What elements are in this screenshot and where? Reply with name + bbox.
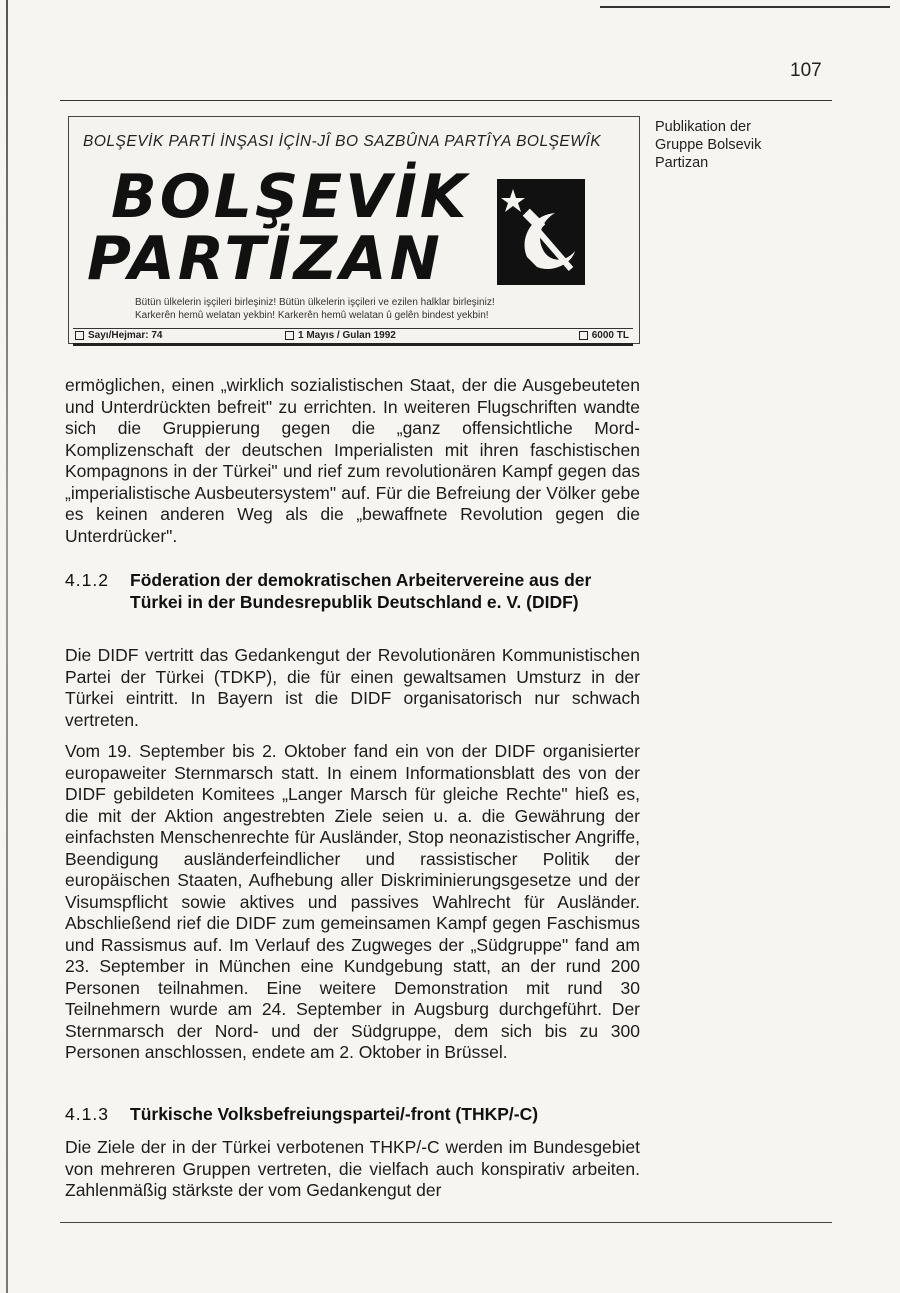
- checkbox-square-icon: [75, 331, 84, 340]
- masthead-title-line2: PARTİZAN: [87, 224, 443, 294]
- section-number: 4.1.3: [65, 1104, 109, 1124]
- masthead-price-text: 6000 TL: [591, 330, 629, 341]
- section-title: Föderation der demokratischen Arbeitervereine aus der Türkei in der Bundesrepublik Deutschland e. V. (DIDF): [130, 570, 592, 612]
- page-number: 107: [790, 60, 822, 81]
- header-rule: [60, 100, 832, 101]
- body-paragraph: Vom 19. September bis 2. Oktober fand ein von der DIDF organisierter europaweiter Sternmarsch statt. In einem Informationsblatt des von der DIDF gebildeten Komitees „Langer Marsch für gleiche Rechte" hieß es, die mit der Aktion angestrebten Ziele seien u. a. die Gewährung der einfachsten Menschenrechte für Ausländer, Stop neonazistischer Angriffe, Beendigung ausländerfeindlicher und rassistischer Politik der europäischen Staaten, Aufhebung aller Diskriminierungsgesetze und der Visumspflicht sowie aktives und passives Wahlrecht für Ausländer. Abschließend rief die DIDF zum gemeinsamen Kampf gegen Faschismus und Rassismus auf. Im Verlauf des Zugweges der „Südgruppe" fand am 23. September in München eine Kundgebung statt, an der rund 200 Personen teilnahmen. Eine weitere Demonstration mit rund 30 Teilnehmern wurde am 24. September in Augsburg durchgeführt. Der Sternmarsch der Nord- und der Südgruppe, dem sich bis zu 300 Personen anschlossen, endete am 2. Oktober in Brüssel.: [65, 741, 640, 1062]
- body-paragraph: Die Ziele der in der Türkei verbotenen THKP/-C werden im Bundesgebiet von mehreren Gruppen vertreten, die vielfach auch konspirativ arbeiten. Zahlenmäßig stärkste der vom Gedankengut der: [65, 1137, 640, 1200]
- masthead-issue: [75, 330, 163, 341]
- section-number: 4.1.2: [65, 570, 109, 590]
- masthead-title-line1: BOLŞEVİK: [111, 162, 470, 232]
- side-note-line: Gruppe Bolsevik: [655, 137, 762, 153]
- section-heading: [65, 1104, 640, 1126]
- scan-artifact-line: [600, 6, 890, 8]
- hammer-sickle-star-emblem-icon: [497, 179, 585, 285]
- masthead-slogan-line: Karkerên hemû welatan yekbin! Karkerên hemû welatan û gelên bindest yekbin!: [135, 310, 489, 321]
- side-note: [655, 118, 825, 172]
- masthead-bottom-rule: [73, 343, 633, 346]
- page-binding-edge: [6, 0, 8, 1293]
- masthead-price: [579, 330, 629, 341]
- masthead-footer: [73, 329, 633, 343]
- footer-rule: [60, 1222, 832, 1223]
- masthead-issue-text: Sayı/Hejmar: 74: [88, 330, 163, 341]
- side-note-line: Partizan: [655, 155, 709, 171]
- newspaper-masthead-image: [68, 116, 640, 344]
- body-paragraph: ermöglichen, einen „wirklich sozialistischen Staat, der die Ausgebeuteten und Unterdrückten befreit" zu errichten. In weiteren Flugschriften wandte sich die Gruppierung gegen die „ganz offensichtliche Mord-Komplizenschaft der deutschen Imperialisten mit ihren faschistischen Kompagnons in der Türkei" und rief zum revolutionären Kampf gegen das „imperialistische Ausbeutersystem" auf. Für die Befreiung der Völker gebe es keinen anderen Weg als die „bewaffnete Revolution gegen die Unterdrücker".: [65, 375, 640, 546]
- masthead-date-text: 1 Mayıs / Gulan 1992: [298, 330, 396, 341]
- checkbox-square-icon: [579, 331, 588, 340]
- masthead-slogan-top: BOLŞEVİK PARTİ İNŞASI İÇİN-JÎ BO SAZBÛNA PARTÎYA BOLŞEWÎK: [83, 133, 602, 150]
- section-heading: [65, 570, 640, 613]
- checkbox-square-icon: [285, 331, 294, 340]
- section-title: Türkische Volksbefreiungspartei/-front (THKP/-C): [130, 1104, 539, 1124]
- masthead-slogan-line: Bütün ülkelerin işçileri birleşiniz! Bütün ülkelerin işçileri ve ezilen halklar birleşiniz!: [135, 297, 495, 308]
- masthead-date: [285, 330, 396, 341]
- body-paragraph: Die DIDF vertritt das Gedankengut der Revolutionären Kommunistischen Partei der Türkei (TDKP), die für einen gewaltsamen Umsturz in der Türkei eintritt. In Bayern ist die DIDF organisatorisch nur schwach vertreten.: [65, 645, 640, 730]
- side-note-line: Publikation der: [655, 119, 751, 135]
